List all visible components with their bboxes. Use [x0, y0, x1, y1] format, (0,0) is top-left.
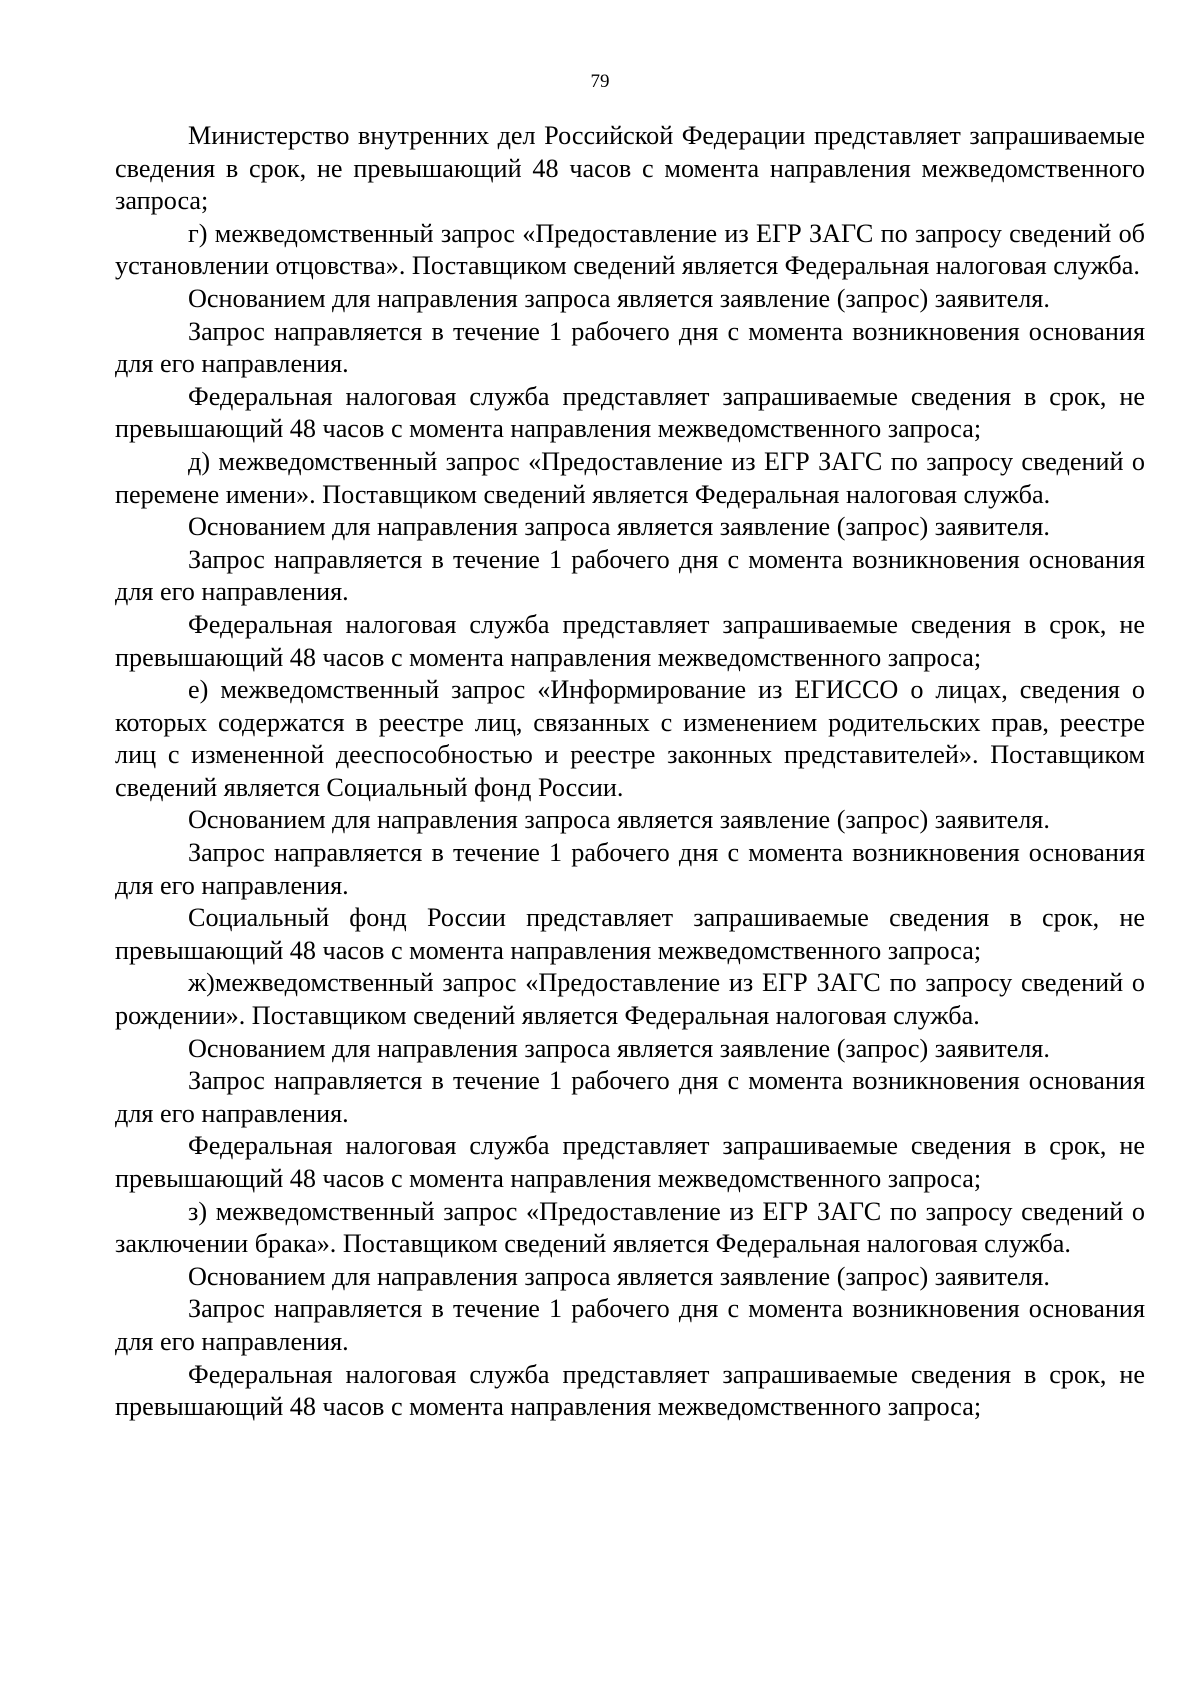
paragraph: Основанием для направления запроса является заявление (запрос) заявителя. — [188, 1261, 1050, 1291]
paragraph: д) межведомственный запрос «Предоставление из ЕГР ЗАГС по запросу сведений о перемене имени». Поставщиком сведений является Федеральная налоговая служба. — [115, 446, 1145, 509]
paragraph: Запрос направляется в течение 1 рабочего дня с момента возникновения основания для его направления. — [115, 544, 1145, 607]
paragraph: г) межведомственный запрос «Предоставление из ЕГР ЗАГС по запросу сведений об установлении отцовства». Поставщиком сведений является Федеральная налоговая служба. — [115, 218, 1145, 281]
paragraph: Основанием для направления запроса является заявление (запрос) заявителя. — [188, 512, 1050, 542]
paragraph: з) межведомственный запрос «Предоставление из ЕГР ЗАГС по запросу сведений о заключении брака». Поставщиком сведений является Федеральная налоговая служба. — [115, 1196, 1145, 1259]
paragraph: Запрос направляется в течение 1 рабочего дня с момента возникновения основания для его направления. — [115, 1294, 1145, 1356]
paragraph: ж)межведомственный запрос «Предоставление из ЕГР ЗАГС по запросу сведений о рождении». Поставщиком сведений является Федеральная налоговая служба. — [115, 968, 1145, 1031]
paragraph: Социальный фонд России представляет запрашиваемые сведения в срок, не превышающий 48 часов с момента направления межведомственного запроса; — [115, 903, 1145, 965]
paragraph: Федеральная налоговая служба представляет запрашиваемые сведения в срок, не превышающий 48 часов с момента направления межведомственного запроса; — [115, 1359, 1145, 1422]
paragraph: Запрос направляется в течение 1 рабочего дня с момента возникновения основания для его направления. — [115, 1066, 1145, 1128]
paragraph: Основанием для направления запроса является заявление (запрос) заявителя. — [188, 1033, 1050, 1063]
paragraph: Федеральная налоговая служба представляет запрашиваемые сведения в срок, не превышающий 48 часов с момента направления межведомственного запроса; — [115, 1131, 1145, 1193]
paragraph: Запрос направляется в течение 1 рабочего дня с момента возникновения основания для его направления. — [115, 316, 1145, 379]
paragraph: Запрос направляется в течение 1 рабочего дня с момента возникновения основания для его направления. — [115, 838, 1145, 900]
paragraph: Министерство внутренних дел Российской Федерации представляет запрашиваемые сведения в срок, не превышающий 48 часов с момента направления межведомственного запроса; — [115, 121, 1145, 216]
paragraph: Федеральная налоговая служба представляет запрашиваемые сведения в срок, не превышающий 48 часов с момента направления межведомственного запроса; — [115, 609, 1145, 672]
paragraph: Основанием для направления запроса является заявление (запрос) заявителя. — [188, 283, 1050, 313]
paragraph: Основанием для направления запроса является заявление (запрос) заявителя. — [188, 805, 1050, 835]
document-body — [115, 120, 1145, 1424]
page-number: 79 — [590, 71, 610, 92]
paragraph: е) межведомственный запрос «Информирование из ЕГИССО о лицах, сведения о которых содержатся в реестре лиц, связанных с изменением родительских прав, реестре лиц с измененной дееспособностью и реестре законных представителей». Поставщиком сведений является Социальный фонд России. — [115, 675, 1145, 802]
paragraph: Федеральная налоговая служба представляет запрашиваемые сведения в срок, не превышающий 48 часов с момента направления межведомственного запроса; — [115, 381, 1145, 444]
